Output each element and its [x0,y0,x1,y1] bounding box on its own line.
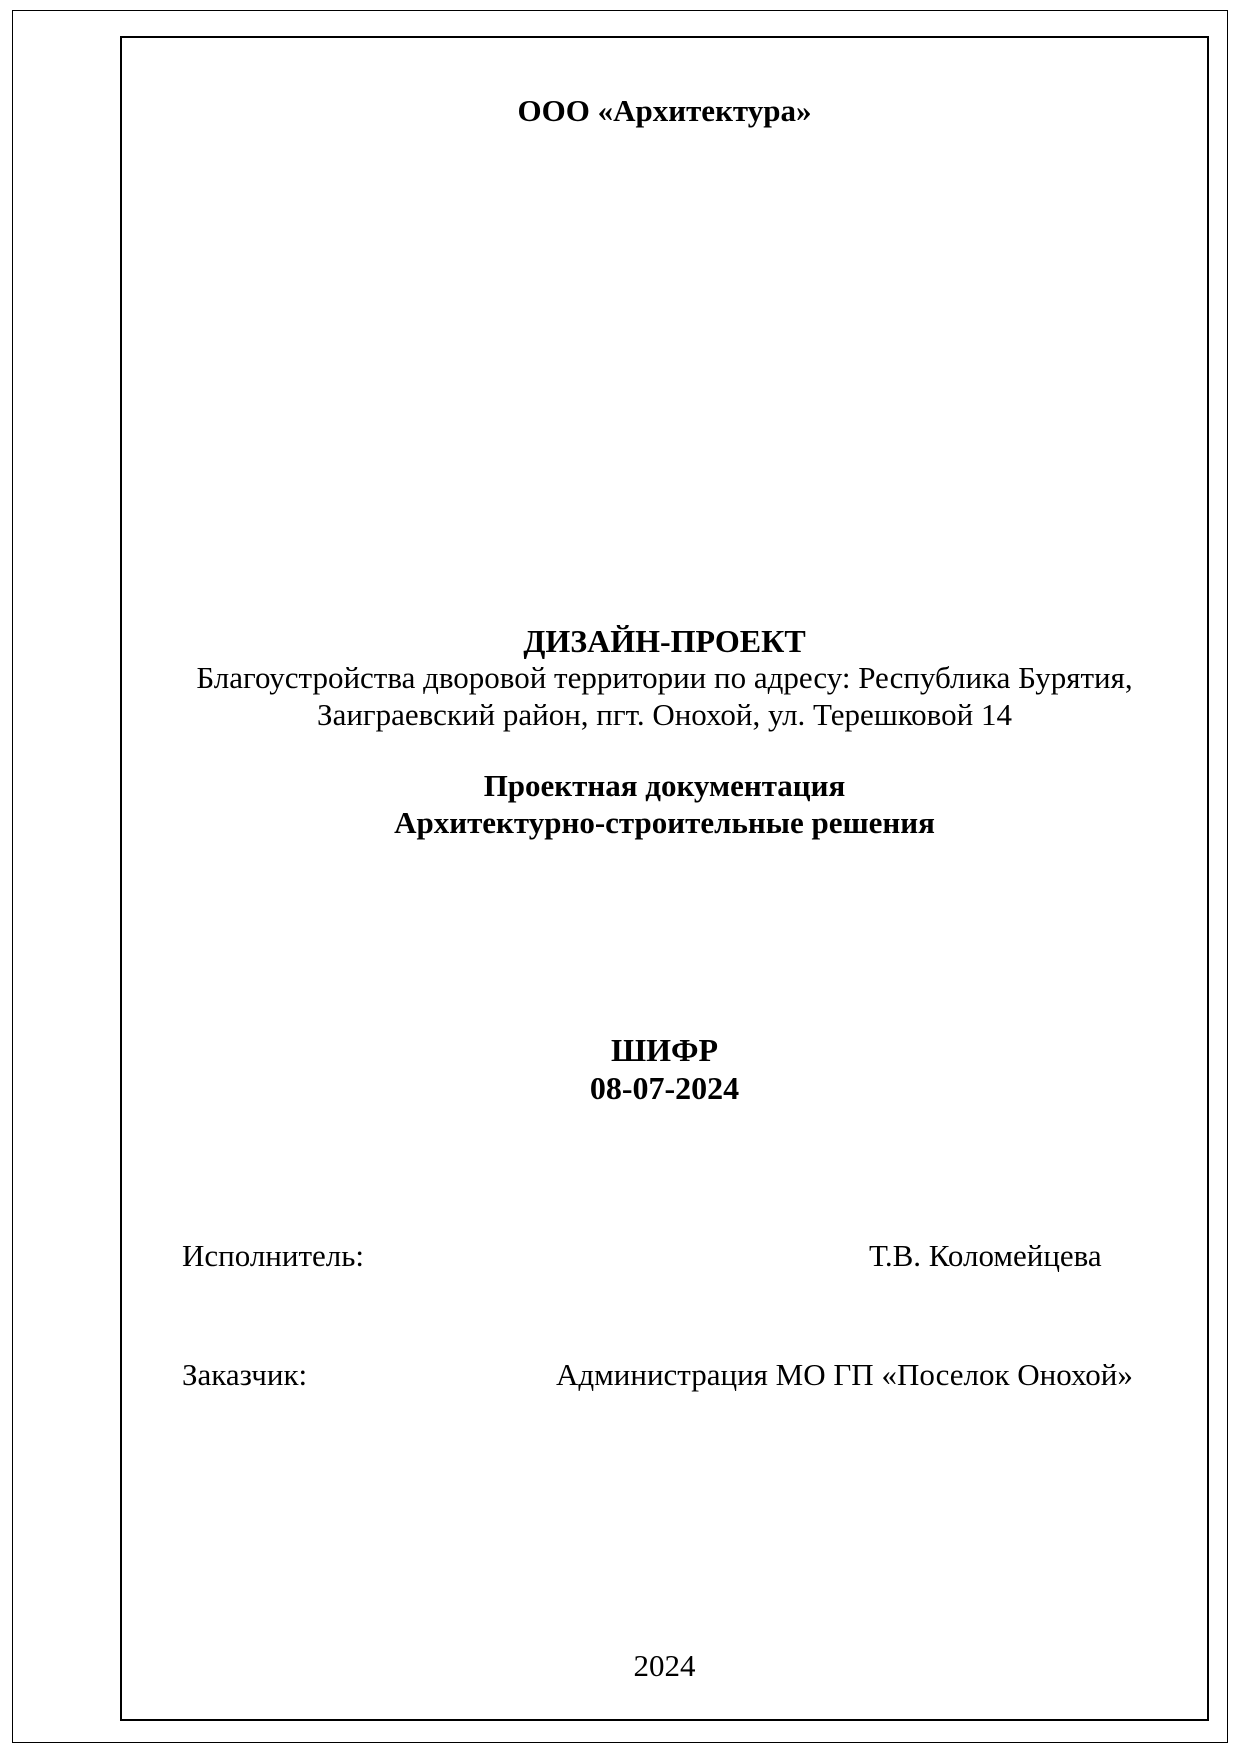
cipher-code: 08-07-2024 [589,1070,740,1106]
organization-name: ООО «Архитектура» [517,93,812,128]
customer-name: Администрация МО ГП «Поселок Онохой» [556,1357,1133,1392]
cipher-block [122,1031,1207,1107]
section-line-1: Проектная документация [483,768,846,803]
document-year: 2024 [633,1648,696,1683]
documentation-section [122,767,1207,841]
subtitle-line-2: Заиграевский район, пгт. Онохой, ул. Терешковой 14 [317,697,1012,732]
inner-document-frame [120,36,1209,1721]
executor-name: Т.В. Коломейцева [869,1238,1102,1273]
document-type-title: ДИЗАЙН-ПРОЕКТ [523,623,806,659]
customer-label: Заказчик: [182,1357,308,1392]
project-subtitle [122,659,1207,733]
executor-label: Исполнитель: [182,1238,365,1273]
subtitle-line-1: Благоустройства дворовой территории по адресу: Республика Бурятия, [196,660,1133,695]
cipher-label: ШИФР [610,1032,719,1068]
section-line-2: Архитектурно-строительные решения [394,805,935,840]
